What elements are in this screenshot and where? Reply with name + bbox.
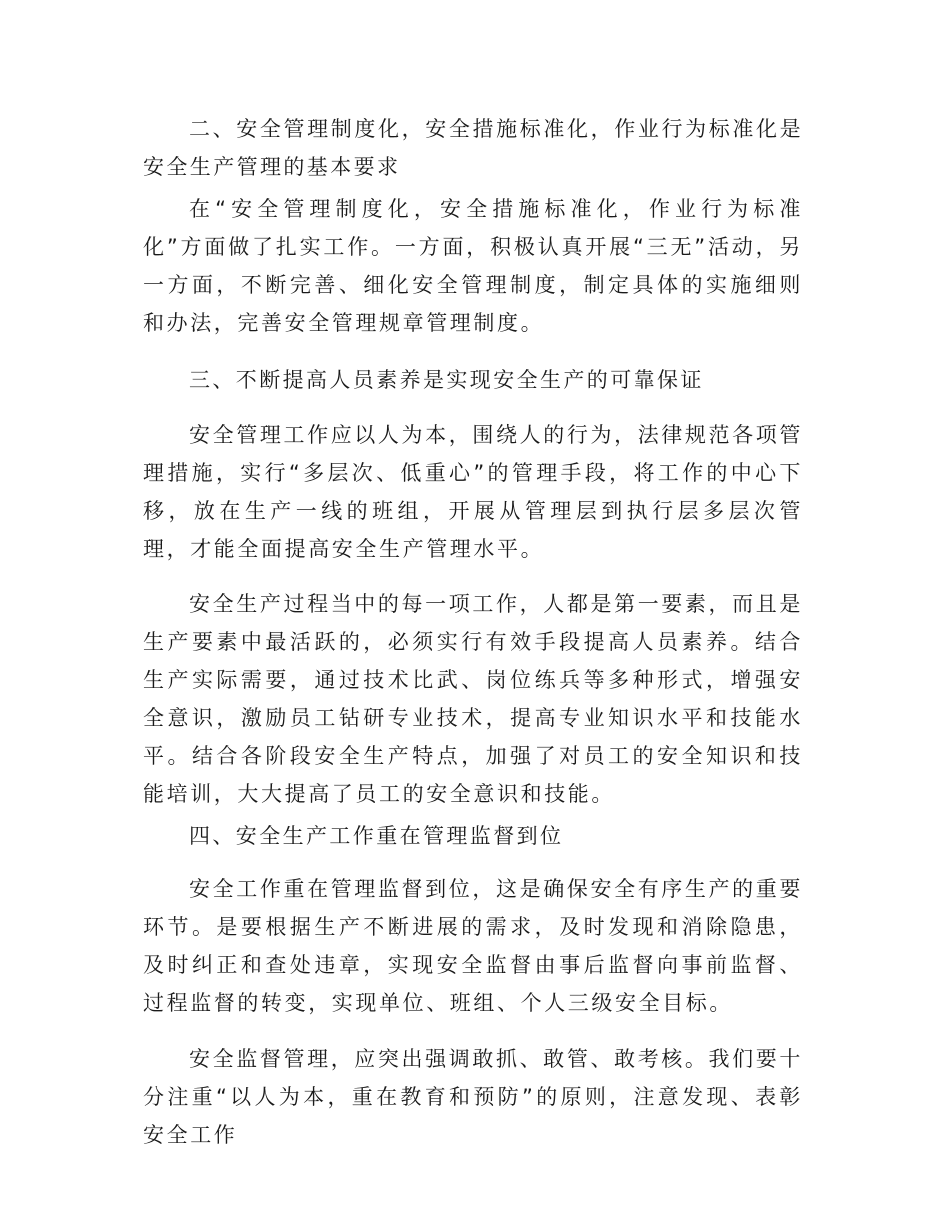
body-paragraph: 安全管理工作应以人为本，围绕人的行为，法律规范各项管理措施，实行“多层次、低重心”的管理手段，将工作的中心下移，放在生产一线的班组，开展从管理层到执行层多层次管理，才能全面提高安全生产管理水平。: [143, 423, 803, 561]
body-paragraph: 安全生产过程当中的每一项工作，人都是第一要素，而且是生产要素中最活跃的，必须实行有效手段提高人员素养。结合生产实际需要，通过技术比武、岗位练兵等多种形式，增强安全意识，激励员工钻研专业技术，提高专业知识水平和技能水平。结合各阶段安全生产特点，加强了对员工的安全知识和技能培训，大大提高了员工的安全意识和技能。: [143, 592, 803, 806]
body-paragraph: 安全监督管理，应突出强调敢抓、敢管、敢考核。我们要十分注重“以人为本，重在教育和预防”的原则，注意发现、表彰安全工作: [143, 1047, 803, 1147]
section-heading-4: 四、安全生产工作重在管理监督到位: [189, 824, 564, 848]
section-heading-2: 二、安全管理制度化，安全措施标准化，作业行为标准化是安全生产管理的基本要求: [143, 117, 803, 179]
body-paragraph: 安全工作重在管理监督到位，这是确保安全有序生产的重要环节。是要根据生产不断进展的需求，及时发现和消除隐患，及时纠正和查处违章，实现安全监督由事后监督向事前监督、过程监督的转变，实现单位、班组、个人三级安全目标。: [143, 877, 803, 1015]
section-heading-3: 三、不断提高人员素养是实现安全生产的可靠保证: [189, 368, 704, 392]
body-paragraph: 在“安全管理制度化，安全措施标准化，作业行为标准化”方面做了扎实工作。一方面，积极认真开展“三无”活动，另一方面，不断完善、细化安全管理制度，制定具体的实施细则和办法，完善安全管理规章管理制度。: [143, 197, 803, 335]
